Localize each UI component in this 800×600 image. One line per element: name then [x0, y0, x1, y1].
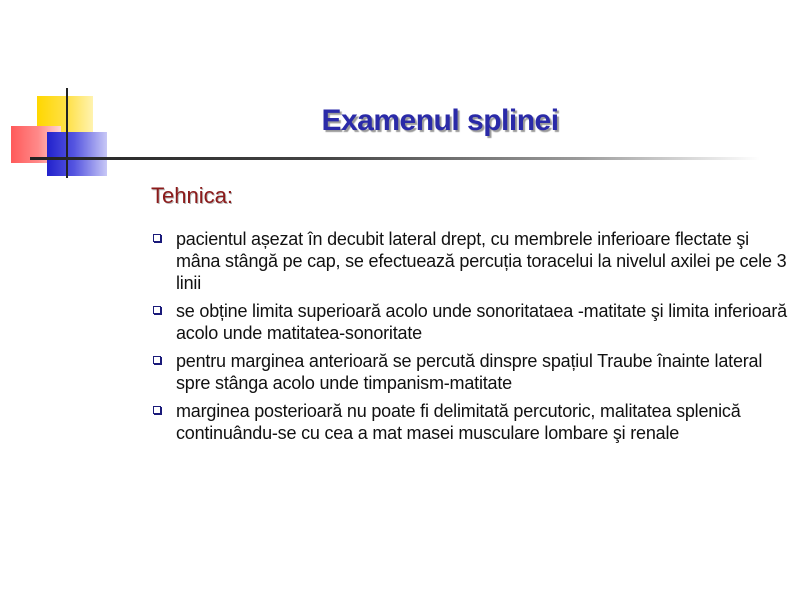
bullet-text: pacientul așezat în decubit lateral drept, cu membrele inferioare flectate şi mâna stângă pe cap, se efectuează percuția toracelui la nivelul axilei pe cele 3 linii [176, 229, 787, 293]
slide-title: Examenul splinei [321, 104, 559, 137]
section-subheading: Tehnica: [151, 183, 233, 208]
bullet-text: se obține limita superioară acolo unde sonoritataea -matitate şi limita inferioară acolo unde matitatea-sonoritate [176, 301, 787, 343]
bullet-item [150, 400, 790, 444]
decorative-blue-square [47, 132, 107, 176]
decorative-vertical-line [66, 88, 68, 178]
square-bullet-icon [153, 356, 161, 364]
bullet-item [150, 350, 790, 394]
bullet-item [150, 228, 790, 294]
bullet-text: marginea posterioară nu poate fi delimitată percutoric, malitatea splenică continuându-se cu cea a mat masei musculare lombare şi renale [176, 401, 741, 443]
square-bullet-icon [153, 306, 161, 314]
square-bullet-icon [153, 234, 161, 242]
title-divider-line [30, 157, 760, 160]
bullet-list [150, 228, 790, 450]
bullet-item [150, 300, 790, 344]
square-bullet-icon [153, 406, 161, 414]
bullet-text: pentru marginea anterioară se percută dinspre spațiul Traube înainte lateral spre stânga acolo unde timpanism-matitate [176, 351, 763, 393]
